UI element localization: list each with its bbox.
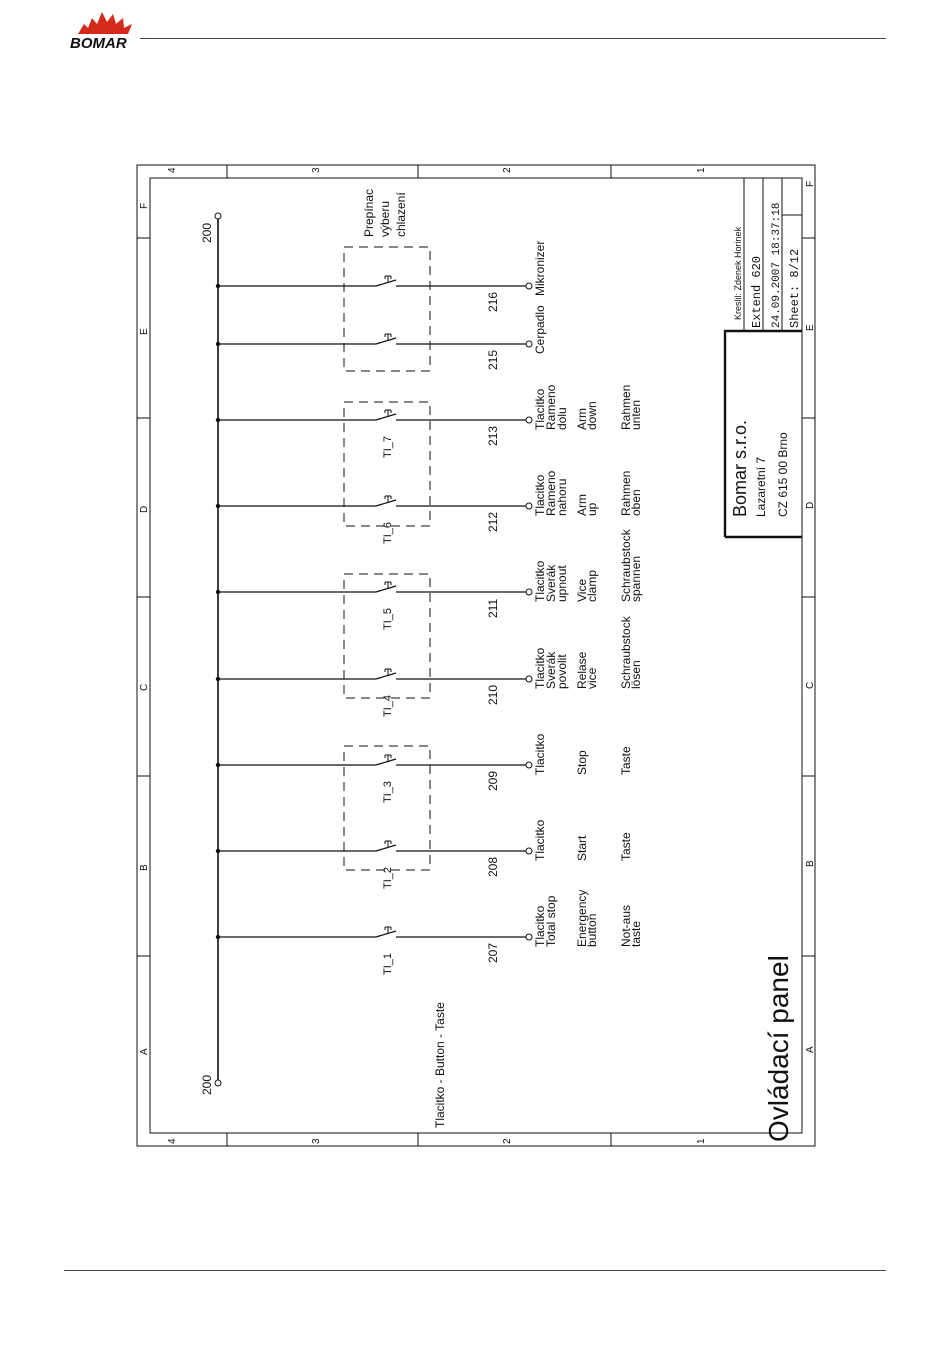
output-terminal	[526, 762, 532, 768]
frame-bottom-number: 3	[311, 1138, 322, 1144]
frame-left-letter: C	[139, 683, 150, 691]
frame-ticks	[137, 165, 815, 1146]
frame-right-letter: A	[805, 1046, 816, 1053]
diagram-title: Ovládací panel	[763, 955, 794, 1142]
frame-right-letter: D	[805, 501, 816, 509]
company-name: Bomar s.r.o.	[730, 419, 750, 517]
frame-left-letter: E	[139, 328, 150, 335]
company-city: CZ 615 00 Brno	[776, 432, 790, 517]
diagram-legend: Tlacitko - Button - Taste	[433, 1002, 447, 1128]
pushbutton-contact	[376, 759, 396, 765]
wire-number: 208	[486, 856, 500, 877]
rung-description: Arm	[575, 408, 589, 430]
rung-description: Tlacitko	[533, 388, 547, 430]
drawing-frame	[137, 165, 815, 1146]
rung-description: up	[585, 502, 599, 516]
frame-right-letter: E	[805, 324, 816, 331]
rung-description: oben	[629, 489, 643, 516]
rung-description: Vice	[575, 578, 589, 602]
frame-top-number: 1	[696, 167, 707, 173]
selector-switch-line: chlazení	[394, 192, 408, 237]
bus-terminal-bottom	[215, 1080, 221, 1086]
frame-bottom-number: 4	[167, 1138, 178, 1144]
rung-description: clamp	[585, 569, 599, 602]
rung	[216, 241, 547, 312]
output-terminal	[526, 503, 532, 509]
wire-number: 216	[486, 291, 500, 312]
bus-label-bottom: 200	[200, 1074, 214, 1095]
rung-description: Arm	[575, 494, 589, 516]
drawn-by: Kreslil: Zdenek Horinek	[733, 226, 743, 320]
selector-switch-line: výberu	[378, 200, 392, 237]
output-terminal	[526, 934, 532, 940]
output-terminal	[526, 589, 532, 595]
pushbutton-contact	[376, 414, 396, 420]
rung-description: Tlacitko	[533, 474, 547, 516]
rung-description: Tlacitko	[533, 560, 547, 602]
rungs	[216, 241, 643, 975]
pushbutton-contact	[376, 338, 396, 344]
wire-number: 209	[486, 770, 500, 791]
device-tag: TI_7	[382, 435, 394, 458]
frame-left-letter: D	[139, 505, 150, 513]
drawing-datetime: 24.09.2007 18:37:18	[771, 202, 783, 328]
company-street: Lazaretní 7	[754, 456, 768, 517]
rung-description: Schraubstock	[619, 616, 633, 689]
sheet-number: Sheet: 8/12	[788, 248, 802, 328]
device-tag: TI_3	[382, 780, 394, 803]
rung-description: Rameno	[544, 470, 558, 516]
selector-switch-line: Prepínac	[362, 188, 376, 237]
rung-description: dolu	[555, 407, 569, 430]
rung-description: Stop	[575, 750, 589, 775]
rung-description: Total stop	[544, 895, 558, 947]
device-tag: TI_1	[382, 952, 394, 975]
rung-description: povolit	[555, 654, 569, 689]
pushbutton-contact	[376, 280, 396, 286]
wire-number: 212	[486, 511, 500, 532]
frame-right-letter: F	[805, 180, 816, 187]
wire-number: 211	[486, 598, 500, 618]
frame-top-number: 3	[311, 167, 322, 173]
rung	[216, 819, 633, 889]
rung-description: Rameno	[544, 384, 558, 430]
wire-number: 207	[486, 942, 500, 963]
rung-description: Tlacitko	[533, 647, 547, 689]
frame-left-letter: A	[139, 1048, 150, 1055]
rung-description: Tlacitko	[533, 905, 547, 947]
rung	[216, 305, 547, 370]
rung-description: Rahmen	[619, 470, 633, 516]
frame-left-letter: B	[139, 864, 150, 871]
rung-description: Sverák	[544, 651, 558, 689]
bus-terminal-top	[215, 213, 221, 219]
rung-description: taste	[629, 920, 643, 947]
rung-description: Rahmen	[619, 384, 633, 430]
rung-description: nahoru	[555, 478, 569, 516]
group-box-cooling	[344, 247, 430, 371]
pushbutton-contact	[376, 845, 396, 851]
rung-description: spannen	[629, 555, 643, 602]
rung-description: upnout	[555, 565, 569, 602]
rung-description: lösen	[629, 660, 643, 689]
rung-description: vice	[585, 667, 599, 689]
frame-top-number: 4	[167, 167, 178, 173]
device-tag: TI_4	[382, 694, 394, 717]
rung-description: Taste	[619, 832, 633, 861]
rung	[216, 890, 643, 975]
bus-label-top: 200	[200, 222, 214, 243]
output-terminal	[526, 676, 532, 682]
rung-description: Relase	[575, 651, 589, 689]
output-terminal	[526, 848, 532, 854]
rung-description: Taste	[619, 746, 633, 775]
rung-description: Sverák	[544, 564, 558, 602]
rung-description: button	[585, 913, 599, 947]
frame-left-letter: F	[139, 202, 150, 209]
output-terminal	[526, 283, 532, 289]
pushbutton-contact	[376, 673, 396, 679]
rung-description: Schraubstock	[619, 529, 633, 602]
footer-rule	[64, 1270, 886, 1271]
project-name: Extend 620	[750, 255, 764, 328]
rung-description: Start	[575, 835, 589, 861]
rung	[216, 733, 633, 803]
device-tag: TI_2	[382, 866, 394, 889]
output-terminal	[526, 417, 532, 423]
rung-description: Not-aus	[619, 904, 633, 947]
device-tag: TI_5	[382, 607, 394, 630]
logo-text: BOMAR	[70, 35, 127, 52]
rung	[216, 470, 643, 544]
rung-description: Mikronizer	[533, 240, 547, 296]
pushbutton-contact	[376, 586, 396, 592]
device-tag: TI_6	[382, 521, 394, 544]
rung	[216, 528, 643, 630]
rung-description: Tlacitko	[533, 819, 547, 861]
frame-bottom-number: 2	[502, 1138, 513, 1144]
pushbutton-contact	[376, 500, 396, 506]
frame-top-number: 2	[502, 167, 513, 173]
rung-description: unten	[629, 399, 643, 430]
wire-number: 213	[486, 425, 500, 446]
output-terminal	[526, 341, 532, 347]
rung-description: down	[585, 401, 599, 430]
rung	[216, 384, 643, 458]
rung-description: Energency	[575, 889, 589, 947]
rung	[216, 615, 643, 717]
rung-description: Tlacitko	[533, 733, 547, 775]
wire-number: 215	[486, 349, 500, 370]
frame-bottom-number: 1	[696, 1138, 707, 1144]
frame-right-letter: C	[805, 681, 816, 689]
frame-right-letter: B	[805, 860, 816, 867]
pushbutton-contact	[376, 931, 396, 937]
wire-number: 210	[486, 684, 500, 705]
rung-description: Cerpadlo	[533, 305, 547, 354]
